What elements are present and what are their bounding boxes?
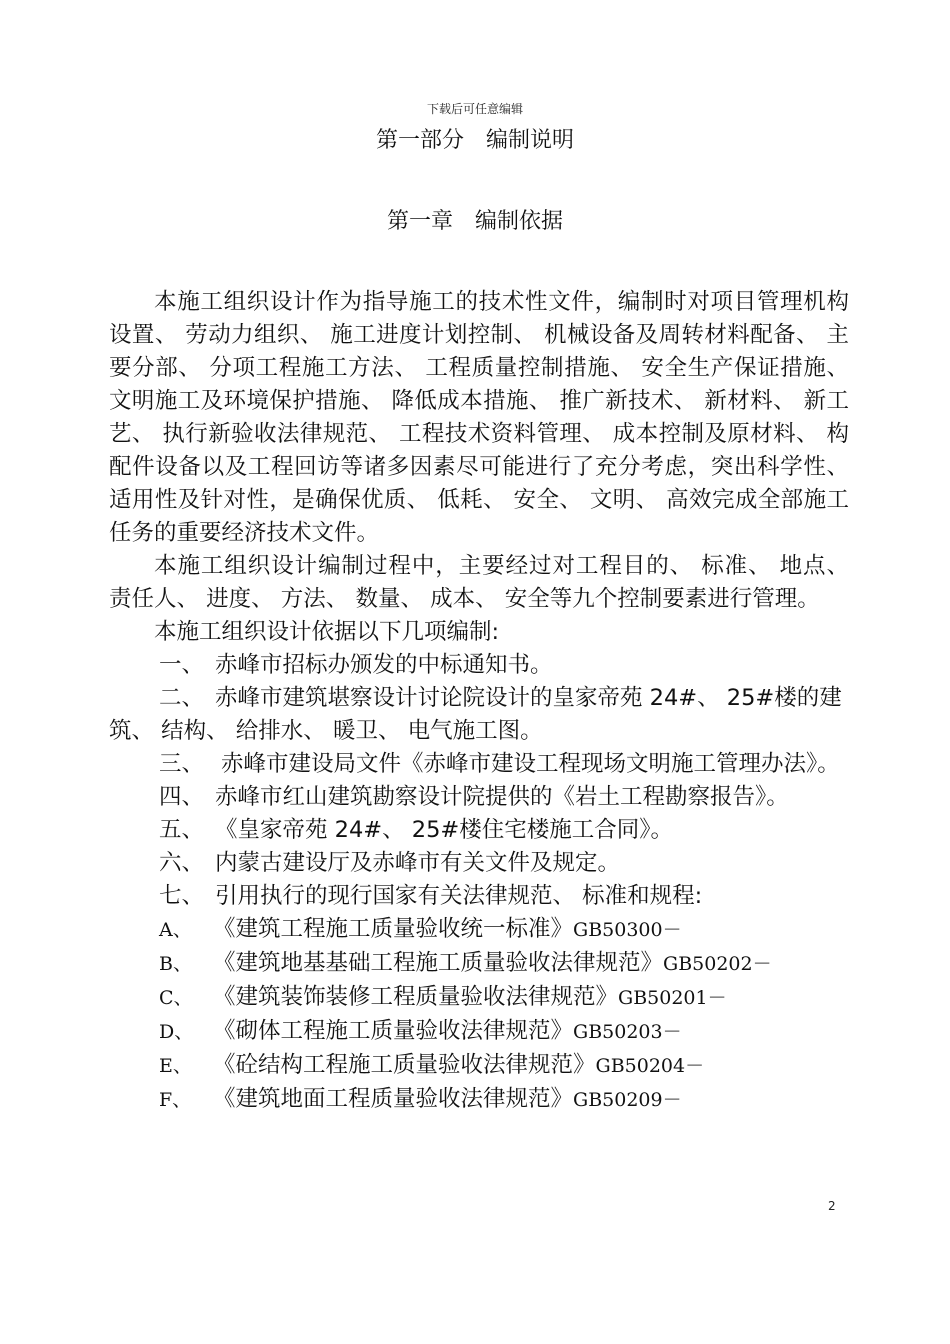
reference-letter: A、 <box>159 919 192 941</box>
basis-item <box>109 748 849 781</box>
reference-letter: D、 <box>159 1021 194 1043</box>
reference-item <box>109 1083 849 1117</box>
item-text: 内蒙古建设厅及赤峰市有关文件及规定。 <box>215 850 621 876</box>
header-note: 下载后可任意编辑 <box>426 102 523 116</box>
chapter-title: 第一章 编制依据 <box>386 209 563 234</box>
item-text: 《皇家帝苑 24#、 25#楼住宅楼施工合同》。 <box>215 817 674 843</box>
reference-item <box>109 981 849 1015</box>
paragraph-basis-lead: 本施工组织设计依据以下几项编制: <box>154 619 500 645</box>
paragraph-control-elements: 本施工组织设计编制过程中，主要经过对工程目的、 标准、 地点、 责任人、 进度、 方法、 数量、 成本、 安全等九个控制要素进行管理。 <box>109 553 849 612</box>
reference-title: 《建筑工程施工质量验收统一标准》 <box>213 916 574 942</box>
item-number: 四、 <box>159 784 205 810</box>
basis-item <box>109 814 849 847</box>
reference-item <box>109 1049 849 1083</box>
reference-item <box>109 1015 849 1049</box>
reference-letter: E、 <box>159 1055 192 1077</box>
reference-code: GB50300－ <box>573 919 682 941</box>
item-number: 二、 <box>159 685 205 711</box>
item-text: 赤峰市建设局文件《赤峰市建设工程现场文明施工管理办法》。 <box>221 751 840 777</box>
basis-item <box>109 781 849 814</box>
item-number: 五、 <box>159 817 205 843</box>
paragraph-intro: 本施工组织设计作为指导施工的技术性文件，编制时对项目管理机构设置、 劳动力组织、 施工进度计划控制、 机械设备及周转材料配备、 主要分部、 分项工程施工方法、 工程质量控制措施、 安全生产保证措施、 文明施工及环境保护措施、 降低成本措施、 推广新技术、 新材料、 新工艺、 执行新验收法律规范、 工程技术资料管理、 成本控制及原材料、 构配件设备以及工程回访等诸多因素尽可能进行了充分考虑，突出科学性、 适用性及针对性，是确保优质、 低耗、 安全、 文明、 高效完成全部施工任务的重要经济技术文件。 <box>109 289 849 546</box>
item-text: 赤峰市建筑堪察设计讨论院设计的皇家帝苑 24#、 25#楼的建筑、 结构、 给排水、 暖卫、 电气施工图。 <box>109 685 842 744</box>
reference-code: GB50202－ <box>663 953 772 975</box>
page-number: 2 <box>828 1199 836 1213</box>
reference-code: GB50204－ <box>595 1055 705 1077</box>
part-title: 第一部分 编制说明 <box>375 128 574 153</box>
item-number: 七、 <box>159 883 205 909</box>
basis-item <box>109 649 849 682</box>
reference-title: 《建筑装饰装修工程质量验收法律规范》 <box>213 984 619 1010</box>
basis-item <box>109 880 849 913</box>
reference-item <box>109 947 849 981</box>
item-text: 引用执行的现行国家有关法律规范、 标准和规程: <box>215 883 703 909</box>
reference-letter: C、 <box>159 987 193 1009</box>
reference-title: 《砌体工程施工质量验收法律规范》 <box>213 1018 574 1044</box>
reference-title: 《建筑地基基础工程施工质量验收法律规范》 <box>213 950 664 976</box>
reference-code: GB50209－ <box>573 1089 682 1111</box>
reference-letter: F、 <box>159 1089 192 1111</box>
item-text: 赤峰市招标办颁发的中标通知书。 <box>215 652 553 678</box>
item-number: 六、 <box>159 850 205 876</box>
document-body <box>109 286 849 1117</box>
reference-code: GB50201－ <box>618 987 727 1009</box>
reference-code: GB50203－ <box>573 1021 682 1043</box>
reference-letter: B、 <box>159 953 192 975</box>
item-number: 三、 <box>159 751 205 777</box>
item-text: 赤峰市红山建筑勘察设计院提供的《岩土工程勘察报告》。 <box>215 784 789 810</box>
basis-item <box>109 847 849 880</box>
reference-title: 《砼结构工程施工质量验收法律规范》 <box>213 1052 596 1078</box>
reference-item <box>109 913 849 947</box>
reference-title: 《建筑地面工程质量验收法律规范》 <box>213 1086 574 1112</box>
item-number: 一、 <box>159 652 205 678</box>
basis-item <box>109 682 849 748</box>
